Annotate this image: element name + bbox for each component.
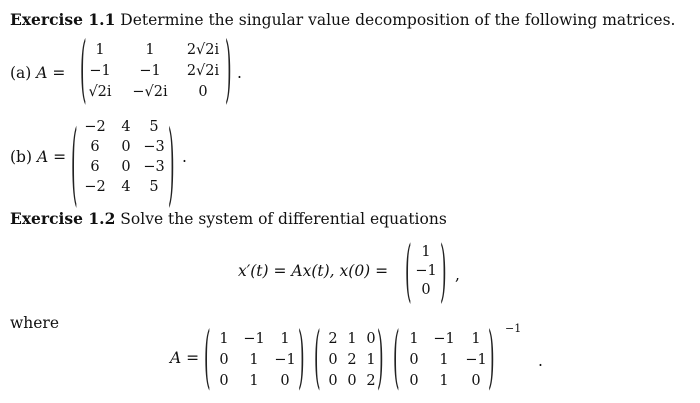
matrix-j-cell: 0 [366, 331, 376, 347]
matrix-p-inverse-cell: 1 [471, 331, 481, 347]
matrix-a-cell: 0 [198, 84, 208, 100]
matrix-b-cell: 6 [90, 159, 100, 175]
matrix-b-cell: −3 [143, 159, 165, 175]
matrix-b-right-paren: ) [168, 117, 175, 220]
matrix-b-cell: −3 [143, 139, 165, 155]
matrix-p-right-paren: ) [298, 321, 305, 400]
inverse-exponent: −1 [505, 322, 522, 335]
product-lhs: A = [170, 349, 200, 367]
matrix-a-cell: 2√2i [186, 63, 220, 79]
matrix-j-cell: 2 [366, 373, 376, 389]
initial-vector-right-paren: ) [440, 236, 447, 313]
matrix-b-cell: 4 [121, 119, 131, 135]
matrix-p-cell: 1 [249, 373, 259, 389]
matrix-b-cell: 0 [121, 139, 131, 155]
matrix-p-cell: 0 [280, 373, 290, 389]
exercise-1-2-heading [10, 209, 447, 228]
matrix-p-inverse-cell: 0 [409, 352, 419, 368]
matrix-a-cell: −√2i [132, 84, 168, 100]
matrix-p-inverse-cell: 0 [409, 373, 419, 389]
initial-vector-entry: −1 [415, 263, 437, 279]
matrix-p-inverse-cell: 1 [439, 373, 449, 389]
matrix-b-cell: 5 [149, 179, 159, 195]
initial-vector-entry: 1 [421, 244, 431, 260]
matrix-j-left-paren: ( [314, 321, 321, 400]
part-b-label: (b) A = [10, 148, 67, 166]
matrix-j-cell: 0 [347, 373, 357, 389]
matrix-p-inverse-cell: 1 [439, 352, 449, 368]
matrix-a-cell: 1 [95, 42, 105, 58]
matrix-b-cell: −2 [84, 179, 106, 195]
matrix-p-cell: 1 [249, 352, 259, 368]
matrix-p-inverse-right-paren: ) [488, 321, 495, 400]
matrix-b-cell: 4 [121, 179, 131, 195]
matrix-p-inverse-left-paren: ( [393, 321, 400, 400]
matrix-p-cell: −1 [274, 352, 296, 368]
ode-equation: x′(t) = Ax(t), x(0) = [238, 262, 389, 280]
matrix-p-inverse-cell: −1 [465, 352, 487, 368]
matrix-j-cell: 0 [328, 352, 338, 368]
matrix-b-cell: 0 [121, 159, 131, 175]
matrix-j-right-paren: ) [377, 321, 384, 400]
product-end: . [538, 352, 543, 370]
matrix-b-left-paren: ( [71, 117, 78, 220]
exercise-1-1-text: Determine the singular value decomposition of the following matrices. [120, 11, 676, 29]
matrix-p-inverse-cell: 0 [471, 373, 481, 389]
part-a-label: (a) A = [10, 64, 66, 82]
matrix-a-cell: √2i [88, 84, 112, 100]
matrix-a-right-paren: ) [225, 31, 232, 115]
matrix-p-left-paren: ( [204, 321, 211, 400]
initial-vector-left-paren: ( [405, 236, 412, 313]
matrix-a-cell: −1 [89, 63, 111, 79]
matrix-b-cell: 6 [90, 139, 100, 155]
matrix-j-cell: 0 [328, 373, 338, 389]
where-text: where [10, 314, 60, 332]
matrix-p-inverse-cell: 1 [409, 331, 419, 347]
part-b-end: . [182, 148, 187, 166]
initial-vector-entry: 0 [421, 282, 431, 298]
matrix-j-cell: 1 [366, 352, 376, 368]
matrix-a-cell: 2√2i [186, 42, 220, 58]
matrix-p-cell: 1 [219, 331, 229, 347]
matrix-a-cell: −1 [139, 63, 161, 79]
part-a-end: . [237, 64, 242, 82]
matrix-a-left-paren: ( [80, 31, 87, 115]
matrix-p-cell: −1 [243, 331, 265, 347]
matrix-p-cell: 0 [219, 352, 229, 368]
ode-end: , [455, 266, 460, 284]
matrix-j-cell: 2 [328, 331, 338, 347]
matrix-j-cell: 2 [347, 352, 357, 368]
exercise-1-1-label: Exercise 1.1 [10, 10, 116, 29]
matrix-p-cell: 0 [219, 373, 229, 389]
matrix-a-cell: 1 [145, 42, 155, 58]
matrix-j-cell: 1 [347, 331, 357, 347]
matrix-b-cell: −2 [84, 119, 106, 135]
matrix-p-cell: 1 [280, 331, 290, 347]
exercise-1-1-heading [10, 10, 675, 29]
matrix-b-cell: 5 [149, 119, 159, 135]
matrix-p-inverse-cell: −1 [433, 331, 455, 347]
exercise-1-2-label: Exercise 1.2 [10, 209, 116, 228]
exercise-1-2-text: Solve the system of differential equations [120, 210, 447, 228]
